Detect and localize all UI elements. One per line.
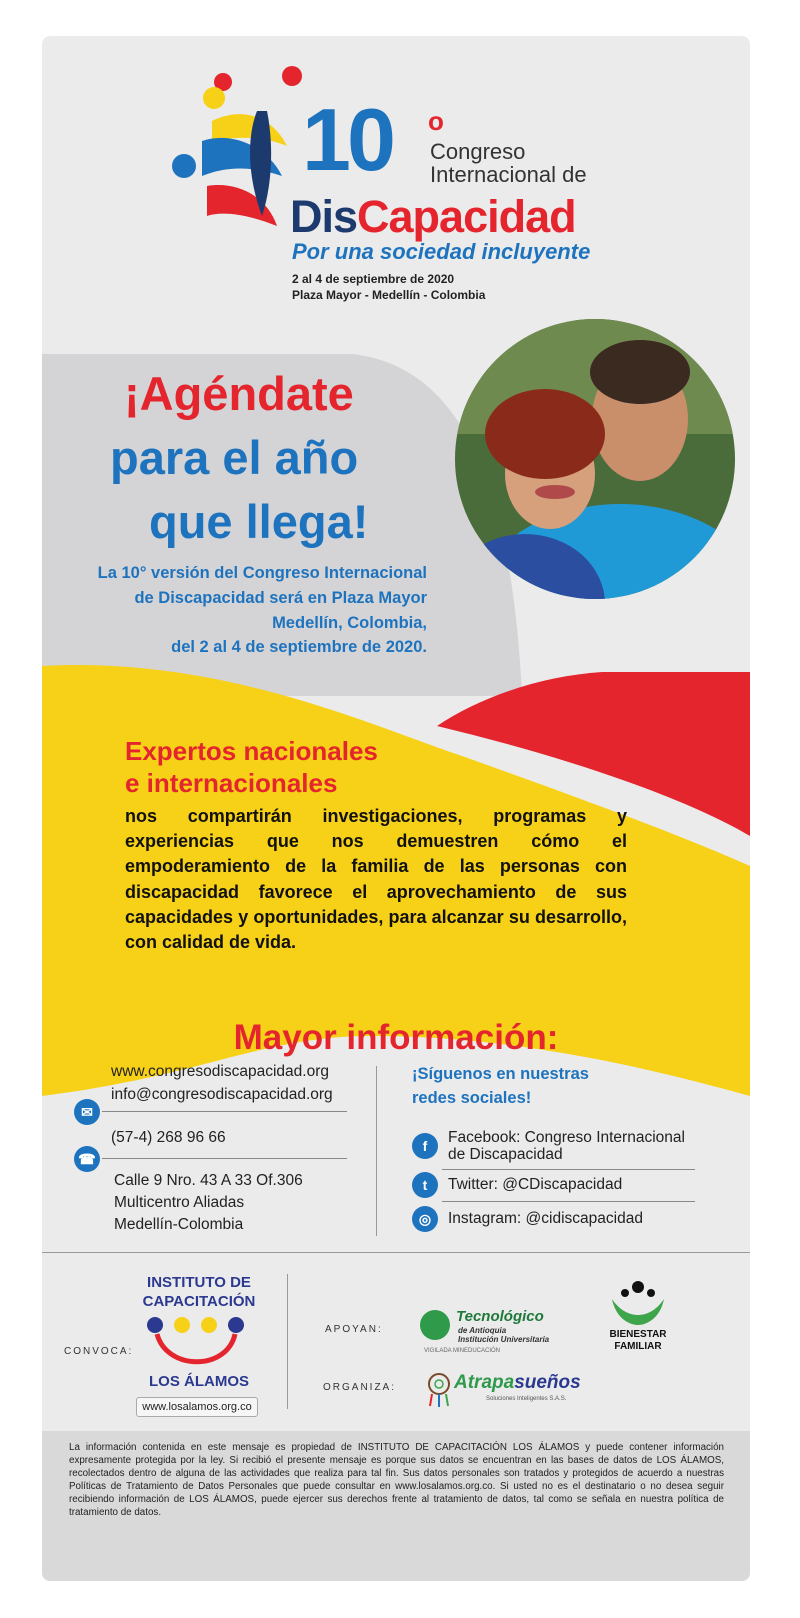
bienestar-line1: BIENESTAR [609, 1329, 667, 1340]
tecnologico-sub2: Institución Universitaria [458, 1335, 550, 1344]
institute-url[interactable]: www.losalamos.org.co [136, 1397, 258, 1417]
congress-line1: Congreso [430, 139, 526, 164]
address-line1: Calle 9 Nro. 43 A 33 Of.306 [114, 1172, 303, 1189]
tecnologico-name: Tecnológico [456, 1308, 544, 1325]
apoyan-label: APOYAN: [325, 1324, 383, 1335]
agenda-text-line4: del 2 al 4 de septiembre de 2020. [171, 638, 427, 657]
facebook-link[interactable] [448, 1129, 685, 1163]
congress-logo [42, 36, 302, 256]
divider-twitter [442, 1201, 695, 1202]
institute-line2: CAPACITACIÓN [142, 1292, 256, 1310]
institute-line1: INSTITUTO DE [147, 1274, 251, 1291]
agenda-line3: que llega! [149, 495, 369, 548]
title-part1: Dis [290, 191, 358, 242]
divider-facebook [442, 1169, 695, 1170]
website-link[interactable]: www.congresodiscapacidad.org [111, 1063, 329, 1080]
tecnologico-emblem [420, 1310, 450, 1340]
social-heading-line2: redes sociales! [412, 1088, 532, 1107]
newsletter-card [42, 36, 750, 1581]
instagram-link[interactable]: Instagram: @cidiscapacidad [448, 1210, 643, 1227]
disclaimer-box [42, 1431, 750, 1581]
bienestar-line2: FAMILIAR [614, 1341, 662, 1352]
edition-ordinal: o [428, 106, 444, 136]
footer-divider [287, 1274, 288, 1409]
disclaimer-text: La información contenida en este mensaje es propiedad de INSTITUTO DE CAPACITACIÓN LOS ÁLAMOS y puede contener información expresamente protegida por la ley. Si recibió el presente mensaje es porque sus datos se encuentran en las bases de datos de LOS ÁLAMOS, recolectados dentro de alguna de las actividades que realiza para tal fin. Sus datos personales son tratados y protegidos de acuerdo a nuestras Políticas de Tratamiento de Datos Personales que puede consultar en www.losalamos.org.co. Si usted no es el destinatario o no desea seguir recibiendo información de LOS ÁLAMOS, puede ejercer sus derechos frente al tratamiento de datos, tal como se señala en nuestra política de tratamiento de datos. [69, 1442, 724, 1519]
atrapa-part1: Atrapa [454, 1372, 515, 1393]
social-heading [412, 1063, 589, 1111]
experts-title [125, 736, 378, 799]
experts-title-line1: Expertos nacionales [125, 736, 378, 766]
address-line3: Medellín-Colombia [114, 1216, 244, 1233]
social-heading-line1: ¡Síguenos en nuestras [412, 1065, 589, 1083]
contact-divider [376, 1066, 377, 1236]
institute-name [134, 1274, 264, 1312]
instagram-icon[interactable]: ◎ [412, 1206, 438, 1232]
convoca-label: CONVOCA: [64, 1346, 134, 1357]
contact-heading: Mayor información: [233, 1018, 559, 1057]
title-part2: Capacidad [357, 191, 576, 242]
divider-phone [102, 1158, 347, 1159]
agenda-line2: para el año [110, 431, 359, 484]
congress-line2: Internacional de [430, 162, 587, 188]
institute-logo-mark [142, 1316, 252, 1372]
dates-line: 2 al 4 de septiembre de 2020 [292, 272, 455, 286]
experts-title-line2: e internacionales [125, 767, 338, 798]
twitter-link[interactable]: Twitter: @CDiscapacidad [448, 1176, 623, 1193]
tecnologico-sub3: VIGILADA MINEDUCACIÓN [424, 1348, 501, 1354]
slogan: Por una sociedad incluyente [292, 239, 591, 264]
twitter-icon[interactable]: t [412, 1172, 438, 1198]
bienestar-emblem [610, 1279, 666, 1327]
agenda-line1: ¡Agéndate [124, 367, 354, 420]
address-line2: Multicentro Aliadas [114, 1194, 245, 1211]
bienestar-text [605, 1329, 671, 1353]
phone-icon: ☎ [74, 1146, 100, 1172]
tecnologico-sub1: de Antioquia [458, 1326, 507, 1335]
experts-body: nos compartirán investigaciones, programas y experiencias que nos demuestren cómo el empoderamiento de la familia de las personas con discapacidad favorece el aprovechamiento de sus capacidades y oportunidades, para alcanzar su desarrollo, con calidad de vida. [125, 806, 627, 952]
email-link[interactable]: info@congresodiscapacidad.org [111, 1086, 333, 1103]
agenda-text-line3: Medellín, Colombia, [272, 613, 427, 632]
event-title [290, 191, 576, 242]
edition-number: 10 [302, 90, 392, 189]
atrapasuenos-name [454, 1372, 581, 1394]
section-divider [42, 1252, 750, 1253]
agenda-text-line1: La 10° versión del Congreso Internacional [97, 564, 427, 582]
phone-number: (57-4) 268 96 66 [111, 1129, 226, 1146]
family-photo [455, 314, 750, 614]
agenda-text-line2: de Discapacidad será en Plaza Mayor [134, 588, 427, 607]
facebook-line2: de Discapacidad [448, 1146, 563, 1164]
event-dates [292, 272, 485, 303]
congress-name [430, 140, 587, 186]
agenda-description [57, 561, 427, 660]
venue-line: Plaza Mayor - Medellín - Colombia [292, 287, 486, 302]
atrapasuenos-sub: Soluciones Inteligentes S.A.S. [486, 1396, 567, 1402]
organiza-label: ORGANIZA: [323, 1382, 397, 1393]
divider-mail [102, 1111, 347, 1112]
institute-line3: LOS ÁLAMOS [149, 1373, 249, 1390]
dreamcatcher-icon [426, 1372, 452, 1408]
atrapa-part2: sueños [514, 1372, 581, 1393]
mail-icon: ✉ [74, 1099, 100, 1125]
facebook-icon[interactable]: f [412, 1133, 438, 1159]
facebook-line1: Facebook: Congreso Internacional [448, 1129, 685, 1146]
